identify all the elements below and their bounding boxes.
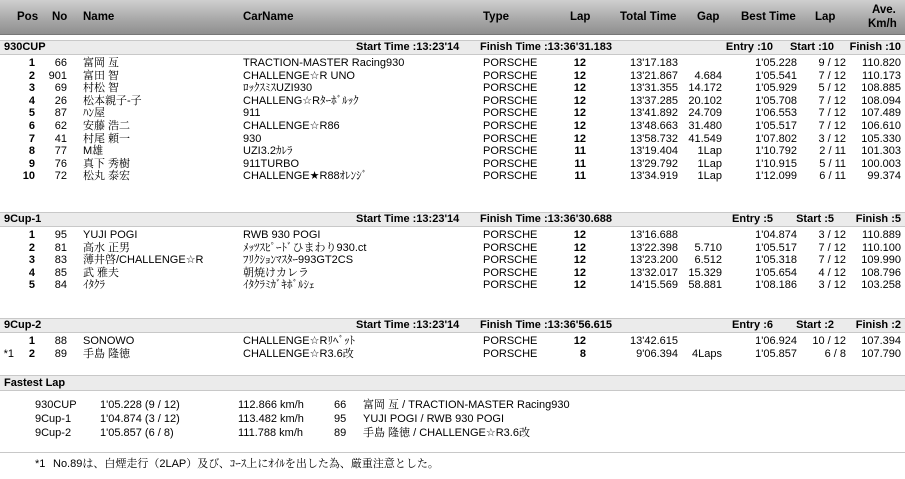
car-name: 930 xyxy=(243,132,262,145)
best-lap: 5 / 11 xyxy=(819,157,846,170)
result-row xyxy=(0,120,905,133)
total-time: 13'37.285 xyxy=(630,94,678,107)
best-time: 1'05.228 xyxy=(755,57,797,69)
total-time: 13'19.404 xyxy=(630,145,678,158)
start-time: Start Time :13:23'14 xyxy=(356,41,460,53)
fl-class: 930CUP xyxy=(35,399,77,411)
result-row xyxy=(0,170,905,183)
gap: 1Lap xyxy=(697,145,722,158)
total-time: 13'31.355 xyxy=(630,82,678,95)
total-time: 13'34.919 xyxy=(630,170,678,183)
position: 9 xyxy=(28,157,35,170)
fastest-lap-row xyxy=(0,427,905,440)
entry-count: Entry :5 xyxy=(732,213,773,225)
position: 3 xyxy=(28,254,35,267)
average-speed: 99.374 xyxy=(867,170,901,183)
result-row xyxy=(0,82,905,95)
average-speed: 109.990 xyxy=(861,254,901,267)
driver-name: SONOWO xyxy=(83,335,135,347)
laps: 11 xyxy=(574,170,586,183)
driver-name: 手島 隆徳 xyxy=(83,347,131,360)
car-name: UZI3.2ｶﾚﾗ xyxy=(243,145,293,158)
average-speed: 110.100 xyxy=(862,241,901,254)
col-type: Type xyxy=(483,11,509,23)
average-speed: 110.889 xyxy=(862,229,901,241)
car-number: 901 xyxy=(48,69,67,82)
position: 6 xyxy=(28,120,35,132)
start-count: Start :5 xyxy=(796,213,834,225)
car-name: 朝焼けカレラ xyxy=(243,266,309,279)
result-row xyxy=(0,242,905,255)
finish-count: Finish :2 xyxy=(855,319,901,331)
col-pos: Pos xyxy=(17,11,39,23)
best-lap: 2 / 11 xyxy=(819,145,846,158)
best-time: 1'05.708 xyxy=(755,94,797,107)
driver-name: 薄井啓/CHALLENGE☆R xyxy=(83,254,204,267)
col-ave: Ave. xyxy=(872,4,896,16)
driver-name: 村松 智 xyxy=(83,82,120,95)
driver-name: 安藤 浩二 xyxy=(83,120,131,132)
car-type: PORSCHE xyxy=(483,132,538,145)
total-time: 13'23.200 xyxy=(630,254,678,267)
total-time: 9'06.394 xyxy=(636,347,678,360)
car-number: 84 xyxy=(54,279,67,292)
car-number: 77 xyxy=(54,145,67,158)
car-type: PORSCHE xyxy=(483,157,538,170)
best-lap: 4 / 12 xyxy=(818,266,846,279)
best-time: 1'05.517 xyxy=(755,241,797,254)
total-time: 13'29.792 xyxy=(630,157,678,170)
fastest-lap-row xyxy=(0,413,905,426)
fl-speed: 113.482 km/h xyxy=(238,413,304,425)
result-row xyxy=(0,70,905,83)
position: 5 xyxy=(28,107,35,120)
average-speed: 110.173 xyxy=(862,69,901,82)
laps: 12 xyxy=(573,69,586,82)
best-time: 1'12.099 xyxy=(755,170,797,183)
gap: 41.549 xyxy=(688,132,722,145)
class-header xyxy=(0,212,905,227)
laps: 12 xyxy=(573,279,586,292)
best-lap: 6 / 11 xyxy=(819,170,846,183)
position: 1 xyxy=(28,57,35,69)
position: 10 xyxy=(22,170,35,183)
start-time: Start Time :13:23'14 xyxy=(356,319,460,331)
car-number: 85 xyxy=(54,266,67,279)
position: 5 xyxy=(28,279,35,292)
total-time: 13'22.398 xyxy=(630,241,678,254)
driver-name: M雄 xyxy=(83,145,104,158)
driver-name: 真下 秀樹 xyxy=(83,157,131,170)
driver-name: ﾊﾝ屋 xyxy=(83,107,105,120)
car-number: 89 xyxy=(54,347,67,360)
laps: 11 xyxy=(574,145,586,158)
car-number: 26 xyxy=(54,94,67,107)
finish-count: Finish :5 xyxy=(855,213,901,225)
result-row xyxy=(0,57,905,70)
fl-driver-car: 富岡 亙 / TRACTION-MASTER Racing930 xyxy=(363,399,570,411)
gap: 6.512 xyxy=(694,254,722,267)
fl-speed: 112.866 km/h xyxy=(238,399,304,411)
average-speed: 106.610 xyxy=(861,120,901,132)
position: 2 xyxy=(28,241,35,254)
best-lap: 7 / 12 xyxy=(818,254,846,267)
average-speed: 103.258 xyxy=(861,279,901,292)
car-type: PORSCHE xyxy=(483,335,538,347)
total-time: 13'17.183 xyxy=(630,57,678,69)
result-row xyxy=(0,229,905,242)
fl-time: 1'05.228 (9 / 12) xyxy=(100,399,180,411)
result-row xyxy=(0,279,905,292)
fl-car-number: 95 xyxy=(334,413,347,425)
start-count: Start :2 xyxy=(796,319,834,331)
best-time: 1'07.802 xyxy=(755,132,797,145)
best-time: 1'05.541 xyxy=(755,69,797,82)
car-name: ｲﾀｸﾗﾐｶﾞｷﾎﾞﾙｼｪ xyxy=(243,279,315,292)
car-name: 911TURBO xyxy=(243,157,300,170)
average-speed: 110.820 xyxy=(862,57,901,69)
gap: 1Lap xyxy=(697,170,722,183)
average-speed: 107.790 xyxy=(861,347,901,360)
position: 2 xyxy=(28,69,35,82)
best-time: 1'05.857 xyxy=(755,347,797,360)
fl-car-number: 89 xyxy=(334,427,347,439)
fl-class: 9Cup-1 xyxy=(35,413,72,425)
total-time: 13'42.615 xyxy=(630,335,678,347)
position: 1 xyxy=(28,335,35,347)
laps: 12 xyxy=(573,120,586,132)
average-speed: 101.303 xyxy=(861,145,901,158)
fl-car-number: 66 xyxy=(334,399,347,411)
total-time: 13'32.017 xyxy=(630,266,678,279)
gap: 20.102 xyxy=(688,94,722,107)
car-type: PORSCHE xyxy=(483,170,538,183)
best-lap: 7 / 12 xyxy=(818,107,846,120)
car-name: CHALLENGE☆R UNO xyxy=(243,69,355,82)
best-time: 1'10.792 xyxy=(755,145,797,158)
col-kmh: Km/h xyxy=(868,18,897,30)
best-lap: 5 / 12 xyxy=(818,82,846,95)
entry-count: Entry :10 xyxy=(725,41,773,53)
gap: 4Laps xyxy=(692,347,722,360)
start-count: Start :10 xyxy=(789,41,834,53)
result-row xyxy=(0,267,905,280)
position: 3 xyxy=(28,82,35,95)
result-row xyxy=(0,133,905,146)
gap: 5.710 xyxy=(694,241,722,254)
car-type: PORSCHE xyxy=(483,266,538,279)
car-type: PORSCHE xyxy=(483,94,538,107)
laps: 12 xyxy=(573,241,586,254)
total-time: 13'48.663 xyxy=(630,120,678,132)
start-time: Start Time :13:23'14 xyxy=(356,213,460,225)
col-total-time: Total Time xyxy=(620,11,677,23)
footnote-mark: *1 xyxy=(35,458,46,470)
car-number: 88 xyxy=(54,335,67,347)
average-speed: 105.330 xyxy=(861,132,901,145)
col-name: Name xyxy=(83,11,115,23)
total-time: 13'16.688 xyxy=(630,229,678,241)
best-lap: 7 / 12 xyxy=(818,69,846,82)
fl-time: 1'04.874 (3 / 12) xyxy=(100,413,180,425)
driver-name: 富田 智 xyxy=(83,69,120,82)
best-time: 1'08.186 xyxy=(755,279,797,292)
laps: 8 xyxy=(579,347,586,360)
best-time: 1'04.874 xyxy=(755,229,797,241)
finish-time: Finish Time :13:36'56.615 xyxy=(480,319,613,331)
col-gap: Gap xyxy=(697,11,720,23)
car-type: PORSCHE xyxy=(483,107,538,120)
car-number: 83 xyxy=(54,254,67,267)
best-lap: 3 / 12 xyxy=(818,279,846,292)
result-row xyxy=(0,348,905,361)
finish-count: Finish :10 xyxy=(849,41,901,53)
driver-name: 松本親子-子 xyxy=(83,94,142,107)
total-time: 14'15.569 xyxy=(630,279,678,292)
fl-speed: 111.788 km/h xyxy=(238,427,304,439)
car-type: PORSCHE xyxy=(483,82,538,95)
car-number: 76 xyxy=(54,157,67,170)
car-type: PORSCHE xyxy=(483,241,538,254)
driver-name: 武 雅夫 xyxy=(83,266,120,279)
car-type: PORSCHE xyxy=(483,145,538,158)
finish-time: Finish Time :13:36'31.183 xyxy=(480,41,613,53)
gap: 24.709 xyxy=(688,107,722,120)
laps: 11 xyxy=(574,157,586,170)
car-name: CHALLENG☆Rﾀｰﾎﾞﾙｯｸ xyxy=(243,94,359,107)
best-lap: 9 / 12 xyxy=(818,57,846,69)
driver-name: 村尾 頼一 xyxy=(83,132,131,145)
car-number: 72 xyxy=(54,170,67,183)
best-time: 1'10.915 xyxy=(755,157,797,170)
laps: 12 xyxy=(573,57,586,69)
gap: 4.684 xyxy=(694,69,722,82)
best-time: 1'05.654 xyxy=(755,266,797,279)
car-name: ﾛｯｸｽﾐｽUZI930 xyxy=(243,82,313,95)
car-name: CHALLENGE☆Rﾘﾍﾞｯﾄ xyxy=(243,335,355,347)
footnote-divider xyxy=(0,452,905,453)
car-number: 62 xyxy=(54,120,67,132)
best-time: 1'06.924 xyxy=(755,335,797,347)
car-name: RWB 930 POGI xyxy=(243,229,321,241)
car-name: CHALLENGE★R88ｵﾚﾝｼﾞ xyxy=(243,170,368,183)
laps: 12 xyxy=(573,82,586,95)
finish-time: Finish Time :13:36'30.688 xyxy=(480,213,613,225)
position: 4 xyxy=(28,94,35,107)
car-name: TRACTION-MASTER Racing930 xyxy=(243,57,405,69)
driver-name: YUJI POGI xyxy=(83,229,138,241)
result-row xyxy=(0,335,905,348)
class-header xyxy=(0,40,905,55)
result-row xyxy=(0,145,905,158)
note-mark: *1 xyxy=(3,347,14,360)
col-lap: Lap xyxy=(570,11,591,23)
car-type: PORSCHE xyxy=(483,229,538,241)
average-speed: 108.796 xyxy=(861,266,901,279)
driver-name: 松丸 泰宏 xyxy=(83,170,131,183)
result-row xyxy=(0,95,905,108)
class-name: 930CUP xyxy=(4,41,46,53)
average-speed: 107.394 xyxy=(861,335,901,347)
entry-count: Entry :6 xyxy=(732,319,773,331)
footnote-text: No.89は、白煙走行（2LAP）及び、ｺｰｽ上にｵｲﾙを出した為、厳重注意とした。 xyxy=(53,458,439,470)
class-name: 9Cup-2 xyxy=(4,319,42,331)
position: 4 xyxy=(28,266,35,279)
fastest-lap-title: Fastest Lap xyxy=(4,377,66,389)
total-time: 13'58.732 xyxy=(630,132,678,145)
result-row xyxy=(0,158,905,171)
fastest-lap-header xyxy=(0,375,905,391)
car-type: PORSCHE xyxy=(483,57,538,69)
laps: 12 xyxy=(573,94,586,107)
laps: 12 xyxy=(573,254,586,267)
car-name: CHALLENGE☆R3.6改 xyxy=(243,347,354,360)
best-time: 1'05.517 xyxy=(755,120,797,132)
laps: 12 xyxy=(573,335,586,347)
gap: 58.881 xyxy=(688,279,722,292)
car-name: CHALLENGE☆R86 xyxy=(243,120,340,132)
best-lap: 7 / 12 xyxy=(818,94,846,107)
col-no: No xyxy=(52,11,68,23)
best-time: 1'06.553 xyxy=(755,107,797,120)
laps: 12 xyxy=(573,229,586,241)
fl-time: 1'05.857 (6 / 8) xyxy=(100,427,174,439)
car-type: PORSCHE xyxy=(483,120,538,132)
position: 1 xyxy=(28,229,35,241)
result-row xyxy=(0,107,905,120)
car-name: ﾌﾘｸｼｮﾝﾏｽﾀｰ993GT2CS xyxy=(243,254,354,267)
position: 7 xyxy=(28,132,35,145)
car-number: 41 xyxy=(54,132,67,145)
fastest-lap-row xyxy=(0,399,905,412)
fl-class: 9Cup-2 xyxy=(35,427,72,439)
fl-driver-car: YUJI POGI / RWB 930 POGI xyxy=(363,413,505,425)
col-best-time: Best Time xyxy=(741,11,796,23)
best-time: 1'05.929 xyxy=(755,82,797,95)
best-lap: 7 / 12 xyxy=(818,120,846,132)
class-name: 9Cup-1 xyxy=(4,213,42,225)
fl-driver-car: 手島 隆徳 / CHALLENGE☆R3.6改 xyxy=(363,427,530,439)
laps: 12 xyxy=(573,107,586,120)
laps: 12 xyxy=(573,266,586,279)
car-number: 87 xyxy=(54,107,67,120)
car-number: 69 xyxy=(54,82,67,95)
position: 8 xyxy=(28,145,35,158)
car-name: 911 xyxy=(243,107,261,120)
car-type: PORSCHE xyxy=(483,347,538,360)
average-speed: 108.094 xyxy=(861,94,901,107)
car-type: PORSCHE xyxy=(483,279,538,292)
average-speed: 108.885 xyxy=(861,82,901,95)
car-type: PORSCHE xyxy=(483,69,538,82)
best-lap: 10 / 12 xyxy=(812,335,846,347)
best-lap: 3 / 12 xyxy=(818,229,846,241)
average-speed: 107.489 xyxy=(861,107,901,120)
best-lap: 7 / 12 xyxy=(818,241,846,254)
car-name: ﾒｯﾂｽﾋﾟｰﾄﾞひまわり930.ct xyxy=(243,241,367,254)
driver-name: 富岡 亙 xyxy=(83,57,120,69)
results-table-header xyxy=(0,0,905,35)
laps: 12 xyxy=(573,132,586,145)
car-type: PORSCHE xyxy=(483,254,538,267)
best-time: 1'05.318 xyxy=(755,254,797,267)
driver-name: ｲﾀｸﾗ xyxy=(83,279,105,292)
gap: 14.172 xyxy=(688,82,722,95)
best-lap: 6 / 8 xyxy=(824,347,846,360)
car-number: 81 xyxy=(54,241,67,254)
car-number: 66 xyxy=(54,57,67,69)
total-time: 13'41.892 xyxy=(630,107,678,120)
driver-name: 高水 正男 xyxy=(83,241,131,254)
result-row xyxy=(0,254,905,267)
average-speed: 100.003 xyxy=(861,157,901,170)
gap: 1Lap xyxy=(697,157,722,170)
position: 2 xyxy=(28,347,35,360)
col-best-lap: Lap xyxy=(815,11,836,23)
class-header xyxy=(0,318,905,333)
car-number: 95 xyxy=(54,229,67,241)
gap: 15.329 xyxy=(688,266,722,279)
best-lap: 3 / 12 xyxy=(818,132,846,145)
total-time: 13'21.867 xyxy=(630,69,678,82)
col-carname: CarName xyxy=(243,11,294,23)
gap: 31.480 xyxy=(688,120,722,132)
